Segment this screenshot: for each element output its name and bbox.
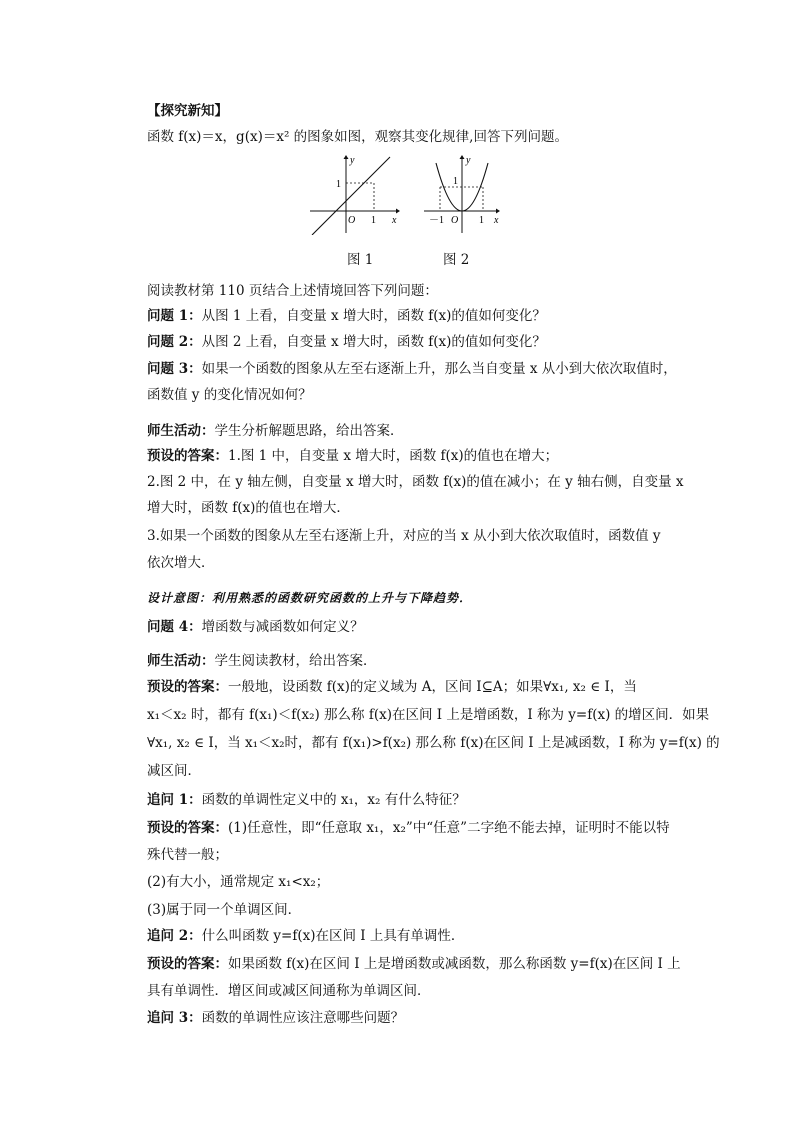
question-4-text: 增函数与减函数如何定义？ (201, 619, 364, 635)
fig2-tick-x1: 1 (479, 215, 484, 226)
answer-4 (147, 954, 681, 974)
question-3-text-1: 如果一个函数的图象从左至右逐渐上升，那么当自变量 x 从小到大依次取值时， (201, 361, 677, 377)
followup-2-label: 追问 2： (147, 928, 202, 944)
answer-1-text: 1.图 1 中，自变量 x 增大时，函数 f(x)的值也在增大； (228, 448, 559, 464)
reading-prompt: 阅读教材第 110 页结合上述情境回答下列问题： (147, 283, 438, 299)
activity-1 (147, 421, 404, 441)
question-1 (147, 306, 546, 326)
answer-1-item-2-cont: 增大时，函数 f(x)的值也在增大． (147, 500, 350, 516)
intro-text: 函数 f(x)＝x，g(x)＝x² 的图象如图，观察其变化规律,回答下列问题。 (147, 129, 568, 145)
answer-2-text: 一般地，设函数 f(x)的定义域为 A，区间 I⊆A；如果∀x₁, x₂ ∈ I，当 (228, 679, 637, 695)
answer-1-item-3: 3.如果一个函数的图象从左至右逐渐上升，对应的当 x 从小到大依次取值时，函数值 y (147, 528, 661, 544)
fig2-y-label: y (466, 155, 471, 166)
answer-3-item-3: (3)属于同一个单调区间． (147, 902, 302, 918)
activity-2-label: 师生活动： (147, 653, 215, 669)
question-2-label: 问题 2： (147, 334, 202, 350)
question-3-cont: 函数值 y 的变化情况如何？ (147, 387, 312, 403)
question-3 (147, 359, 677, 379)
figure-1-caption: 图 1 (347, 252, 374, 268)
answer-3 (147, 818, 670, 838)
section-heading: 【探究新知】 (147, 103, 228, 119)
answer-1-label: 预设的答案： (147, 448, 228, 464)
answer-2 (147, 677, 637, 697)
answer-2-line-3: ∀x₁, x₂ ∈ I，当 x₁＜x₂时，都有 f(x₁)>f(x₂) 那么称 f(x)在区间 I 上是减函数，I 称为 y=f(x) 的 (147, 735, 720, 751)
followup-1-label: 追问 1： (147, 792, 202, 808)
question-2 (147, 332, 546, 352)
answer-3-line-2: 殊代替一般； (147, 847, 228, 863)
followup-3-label: 追问 3： (147, 1010, 202, 1026)
followup-2-text: 什么叫函数 y=f(x)在区间 I 上具有单调性． (201, 928, 465, 944)
figure-2-graph (424, 153, 504, 235)
followup-3 (147, 1008, 404, 1028)
design-intent: 设计意图：利用熟悉的函数研究函数的上升与下降趋势． (147, 591, 473, 605)
fig2-y-arrow (460, 155, 465, 159)
followup-2 (147, 926, 464, 946)
activity-1-text: 学生分析解题思路，给出答案． (214, 423, 404, 439)
answer-1-item-2: 2.图 2 中，在 y 轴左侧，自变量 x 增大时，函数 f(x)的值在减小；在 y 轴右侧，自变量 x (147, 474, 684, 490)
fig1-origin: O (348, 215, 356, 226)
figure-1-graph (310, 153, 400, 235)
answer-4-label: 预设的答案： (147, 956, 228, 972)
question-3-label: 问题 3： (147, 361, 202, 377)
answer-2-line-4: 减区间． (147, 763, 201, 779)
activity-1-label: 师生活动： (147, 423, 215, 439)
fig1-x-label: x (392, 215, 397, 226)
question-4-label: 问题 4： (147, 619, 202, 635)
answer-3-item-2: (2)有大小，通常规定 x₁<x₂； (147, 874, 330, 890)
answer-3-label: 预设的答案： (147, 820, 228, 836)
fig2-tick-xneg1: －1 (429, 215, 444, 226)
fig1-tick-y1: 1 (336, 179, 341, 190)
fig2-x-label: x (494, 215, 499, 226)
answer-1 (147, 446, 558, 466)
fig1-y-arrow (344, 155, 349, 159)
answer-4-text: 如果函数 f(x)在区间 I 上是增函数或减函数，那么称函数 y=f(x)在区间 I 上 (228, 956, 681, 972)
followup-3-text: 函数的单调性应该注意哪些问题？ (201, 1010, 405, 1026)
question-1-label: 问题 1： (147, 308, 202, 324)
followup-1 (147, 790, 466, 810)
fig1-y-label: y (350, 155, 355, 166)
answer-1-item-3-cont: 依次增大． (147, 555, 215, 571)
fig1-x-arrow (396, 209, 400, 214)
activity-2 (147, 651, 377, 671)
followup-1-text: 函数的单调性定义中的 x₁，x₂ 有什么特征？ (201, 792, 466, 808)
fig2-x-arrow (496, 209, 500, 214)
answer-4-line-2: 具有单调性．增区间或减区间通称为单调区间． (147, 983, 431, 999)
answer-2-line-2: x₁＜x₂ 时，都有 f(x₁)＜f(x₂) 那么称 f(x)在区间 I 上是增函数，I 称为 y=f(x) 的增区间．如果 (147, 707, 710, 723)
answer-3-text: (1)任意性，即“任意取 x₁，x₂”中“任意”二字绝不能去掉，证明时不能以特 (228, 820, 670, 836)
answer-2-label: 预设的答案： (147, 679, 228, 695)
question-4 (147, 617, 364, 637)
fig2-tick-y1: 1 (453, 176, 458, 187)
figure-2-caption: 图 2 (443, 252, 470, 268)
fig2-origin: O (451, 215, 459, 226)
fig1-tick-x1: 1 (371, 215, 376, 226)
question-1-text: 从图 1 上看，自变量 x 增大时，函数 f(x)的值如何变化？ (201, 308, 546, 324)
activity-2-text: 学生阅读教材，给出答案． (214, 653, 377, 669)
question-2-text: 从图 2 上看，自变量 x 增大时，函数 f(x)的值如何变化？ (201, 334, 546, 350)
